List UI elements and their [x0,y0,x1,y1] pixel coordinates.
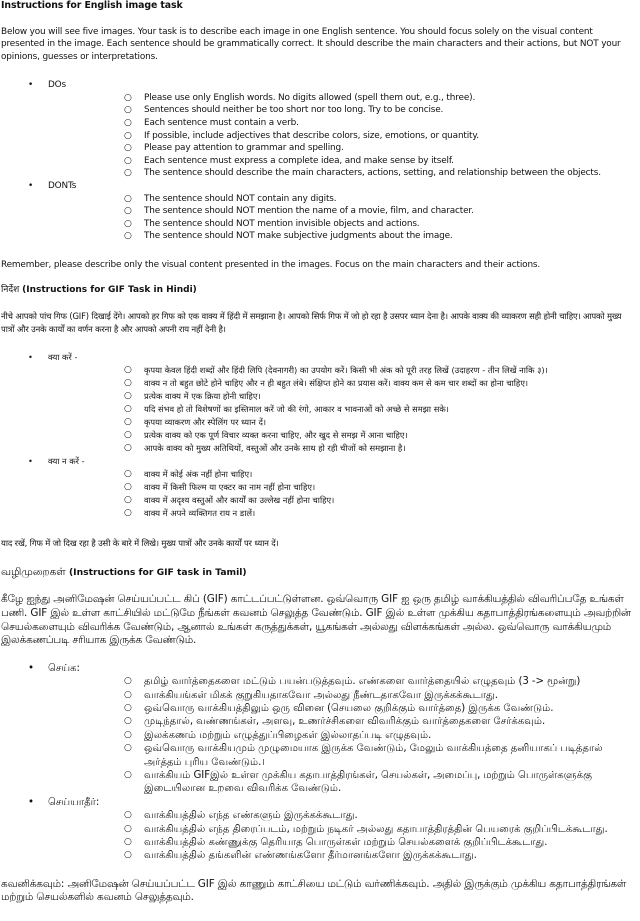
hindi-dos-item [1,351,636,455]
list-item-text: Sentences should neither be too short nor too long. Try to be concise. [144,105,444,116]
list-item [48,104,636,117]
hollow-bullet-icon: ○ [124,769,132,780]
list-item-text: वाक्य न तो बहुत छोटे होने चाहिए और न ही बहुत लंबे। संक्षिप्त होने का प्रयास करें। वाक्य कम से कम चार शब्दों का होना चाहिए। [144,378,529,389]
list-item [48,702,636,715]
hindi-donts-item [1,455,636,520]
bullet-icon: • [28,80,34,91]
list-item [48,416,636,429]
tamil-donts-label: செய்யாதீர்: [48,796,100,808]
hollow-bullet-icon: ○ [124,729,132,740]
tamil-dos-list [48,675,636,796]
list-item-text: ஒவ்வொரு வாக்கியத்திலும் ஒரு வினை (செயலை குறிக்கும் வார்த்தை) இருக்க வேண்டும். [144,702,554,714]
hollow-bullet-icon: ○ [124,155,132,166]
list-item [48,689,636,702]
hollow-bullet-icon: ○ [124,206,132,217]
list-item-text: Each sentence must contain a verb. [144,118,299,128]
list-item-text: If possible, include adjectives that describe colors, size, emotions, or quantity. [144,130,479,141]
hollow-bullet-icon: ○ [124,743,132,754]
hollow-bullet-icon: ○ [124,443,132,454]
list-item-text: Please pay attention to grammar and spelling. [144,143,344,154]
tamil-intro: கீழே ஐந்து அனிமேஷன் செய்யப்பட்ட கிப் (GIF) காட்டப்பட்டுள்ளன. ஒவ்வொரு GIF ஐ ஒரு தமிழ் வாக்கியத்தில் விவரிப்பதே உங்கள் பணி. GIF இல் உள்ள காட்சியில் மட்டுமே நீங்கள் கவனம் செலுத்த வேண்டும். GIF இல் உள்ள முக்கிய கதாபாத்திரங்களையும் அவற்றின் செயல்களையும் விவரிக்க வேண்டும், ஆனால் உங்கள் கருத்துக்கள், யூகங்கள் அல்லது விளக்கங்கள் அல்ல. ஒவ்வொரு வாக்கியமும் இலக்கணப்படி சரியாக இருக்க வேண்டும். [1,593,631,647]
hindi-donts-list [48,468,636,520]
list-item-text: आपके वाक्य को मुख्य अतिथियों, वस्तुओं और उनके साथ हो रही चीजों को समझाना है। [144,443,406,454]
list-item-text: वाक्य में अदृश्य वस्तुओं और कार्यों का उल्लेख नहीं होना चाहिए। [144,495,335,506]
hollow-bullet-icon: ○ [124,365,132,376]
list-item [48,507,636,520]
hollow-bullet-icon: ○ [124,417,132,428]
bullet-icon: • [28,180,34,191]
hollow-bullet-icon: ○ [124,378,132,389]
english-donts-item [1,180,636,243]
list-item [48,167,636,180]
english-rules-list [1,79,636,243]
list-item-text: இலக்கணம் மற்றும் எழுத்துப்பிழைகள் இல்லாதப்படி எழுதவும். [144,729,432,741]
tamil-dos-label: செய்க: [48,662,80,674]
hollow-bullet-icon: ○ [124,193,132,204]
list-item-text: प्रत्येक वाक्य में एक क्रिया होनी चाहिए। [144,391,261,402]
list-item [48,230,636,243]
hindi-section [1,284,636,550]
hindi-dos-list [48,364,636,455]
hollow-bullet-icon: ○ [124,823,132,834]
list-item-text: The sentence should NOT mention the name of a movie, film, and character. [144,206,474,217]
english-remember: Remember, please describe only the visual content presented in the images. Focus on the main characters and their actions. [1,259,541,270]
list-item-text: முடிந்தால், வண்ணங்கள், அளவு, உணர்ச்சிகளை விவரிக்கும் வார்த்தைகளை சேர்க்கவும். [144,716,546,728]
list-item-text: The sentence should NOT make subjective judgments about the image. [144,231,453,242]
hollow-bullet-icon: ○ [124,716,132,727]
hollow-bullet-icon: ○ [124,495,132,506]
tamil-dos-item [1,662,636,796]
list-item [48,377,636,390]
hollow-bullet-icon: ○ [124,850,132,861]
english-intro: Below you will see five images. Your task is to describe each image in one English sentence. You should focus solely on the visual content presented in the image. Each sentence should be grammatically correct. It should describe the main characters and their actions, but NOT your opinions, guesses or interpretations. [1,27,621,62]
list-item [48,715,636,728]
hollow-bullet-icon: ○ [124,430,132,441]
list-item-text: வாக்கியங்கள் மிகக் குறுகியதாகவோ அல்லது நீண்டதாகவோ இருக்கக்கூடாது. [144,689,498,701]
english-dos-label: DOs [48,80,66,91]
list-item [48,142,636,155]
tamil-donts-list [48,809,636,863]
list-item [48,218,636,231]
list-item [48,92,636,105]
list-item [48,742,636,769]
hollow-bullet-icon: ○ [124,469,132,480]
bullet-icon: • [28,796,34,808]
bullet-icon: • [28,662,34,674]
list-item [48,193,636,206]
hollow-bullet-icon: ○ [124,810,132,821]
list-item-text: वाक्य में कोई अंक नहीं होना चाहिए। [144,469,253,480]
list-item-text: वाक्य में किसी फिल्म या एक्टर का नाम नहीं होना चाहिए। [144,482,316,493]
list-item [48,468,636,481]
list-item-text: வாக்கியத்தில் எந்த எண்களும் இருக்கக்கூடாது. [144,810,358,822]
tamil-remember: கவனிக்கவும்: அனிமேஷன் செய்யப்பட்ட GIF இல் காணும் காட்சியை மட்டும் வர்ணிக்கவும். அதில் இருக்கும் முக்கிய கதாபாத்திரங்கள் மற்றும் செயல்களில் கவனம் செலுத்தவும். [1,877,627,904]
bullet-icon: • [28,352,33,363]
english-donts-label: DONTs [48,180,77,191]
list-item [48,429,636,442]
hollow-bullet-icon: ○ [124,508,132,519]
tamil-heading-english: (Instructions for GIF task in Tamil) [68,567,247,579]
list-item [48,494,636,507]
list-item-text: வாக்கியத்தில் தங்களின் எண்ணங்களோ தீர்மானங்களோ இருக்கக்கூடாது. [144,850,477,862]
tamil-heading-native: வழிமுறைகள் [1,566,66,579]
tamil-donts-item [1,796,636,863]
hollow-bullet-icon: ○ [124,105,132,116]
list-item [48,836,636,849]
list-item [48,823,636,836]
list-item [48,809,636,822]
hollow-bullet-icon: ○ [124,118,132,128]
hollow-bullet-icon: ○ [124,143,132,154]
list-item-text: The sentence should describe the main characters, actions, setting, and relationship between the objects. [144,168,601,179]
english-donts-list [48,193,636,243]
tamil-section [1,566,636,905]
list-item [48,729,636,742]
hollow-bullet-icon: ○ [124,168,132,179]
list-item-text: वाक्य में अपने व्यक्तिगत राय न डालें। [144,508,256,519]
list-item [48,442,636,455]
tamil-rules-list [1,662,636,863]
list-item [48,769,636,796]
hollow-bullet-icon: ○ [124,231,132,242]
hindi-heading-native: निर्देश [1,285,20,296]
hindi-donts-label: क्या न करें - [48,456,85,467]
list-item [48,117,636,130]
hollow-bullet-icon: ○ [124,482,132,493]
hollow-bullet-icon: ○ [124,689,132,700]
list-item-text: வாக்கியத்தில் கண்ணுக்கு தெரியாத பொருள்கள் மற்றும் செயல்களைக் குறிப்பிடக்கூடாது. [144,837,548,848]
hollow-bullet-icon: ○ [124,92,132,103]
list-item [48,390,636,403]
hindi-rules-list [1,351,636,520]
hollow-bullet-icon: ○ [124,218,132,229]
tamil-heading [1,566,636,579]
english-dos-item [1,79,636,180]
list-item-text: வாக்கியத்தில் எந்த திரைப்படம், மற்றும் நடிகர் அல்லது கதாபாத்திரத்தின் பெயரைக் குறிப்பிடக்கூடாது. [144,823,608,835]
hindi-remember: याद रखें, गिफ में जो दिख रहा है उसी के बारे में लिखे। मुख्य पात्रों और उनके कार्यों पर ध्यान दें। [1,538,279,549]
list-item-text: தமிழ் வார்த்தைகளை மட்டும் பயன்படுத்தவும். எண்களை வார்த்தையில் எழுதவும் (3 -> மூன்று) [144,676,581,688]
hollow-bullet-icon: ○ [124,391,132,402]
list-item-text: कृपया केवल हिंदी शब्दों और हिंदी लिपि (देवनागरी) का उपयोग करें। किसी भी अंक को पूरी तरह लिखें (उदाहरण - तीन लिखें नाकि ३)। [144,365,548,376]
hindi-dos-label: क्या करें - [48,352,78,363]
list-item-text: வாக்கியம் GIFஇல் உள்ள முக்கிய கதாபாத்திரங்கள், செயல்கள், அமைப்பு, மற்றும் பொருள்களுக்கு இடையிலான உறவை விவரிக்க வேண்டும். [144,769,592,795]
hollow-bullet-icon: ○ [124,130,132,141]
list-item [48,205,636,218]
list-item [48,849,636,862]
list-item-text: Each sentence must express a complete idea, and make sense by itself. [144,155,454,166]
list-item-text: The sentence should NOT mention invisible objects and actions. [144,218,420,229]
hindi-heading [1,284,636,296]
list-item [48,481,636,494]
hollow-bullet-icon: ○ [124,702,132,713]
list-item-text: कृपया व्याकरण और स्पेलिंग पर ध्यान दें। [144,417,267,428]
english-section [1,0,636,271]
list-item-text: ஒவ்வொரு வாக்கியமும் முழுமையாக இருக்க வேண்டும், மேலும் வாக்கியத்தை தனியாகப் படித்தால் அர்த்தம் புரிய வேண்டும்.। [144,743,603,768]
english-dos-list [48,92,636,180]
hollow-bullet-icon: ○ [124,404,132,415]
list-item [48,364,636,377]
hollow-bullet-icon: ○ [124,837,132,847]
bullet-icon: • [28,456,33,467]
list-item [48,155,636,168]
list-item [48,675,636,688]
list-item-text: यदि संभव हो तो विशेषणों का इस्तिमाल करें जो की रंगो, आकार व भावनाओं को अच्छे से समझा सके। [144,404,449,415]
english-title: Instructions for English image task [1,0,183,11]
hindi-heading-english: (Instructions for GIF Task in Hindi) [22,285,197,296]
list-item [48,403,636,416]
hollow-bullet-icon: ○ [124,676,132,687]
list-item [48,130,636,143]
hindi-intro: नीचे आपको पांच गिफ (GIF) दिखाई देंगे। आपको हर गिफ को एक वाक्य में हिंदी में समझाना है। आपको सिर्फ गिफ में जो हो रहा है उसपर ध्यान देना है। आपके वाक्य की व्याकरण सही होनी चाहिए। आपको मुख्य पात्रों और उनके कार्यों का वर्णन करना है और आपको अपनी राय नहीं देनी है। [1,311,622,335]
list-item-text: प्रत्येक वाक्य को एक पूर्ण विचार व्यक्त करना चाहिए, और खुद से समझ में आना चाहिए। [144,430,408,441]
list-item-text: Please use only English words. No digits allowed (spell them out, e.g., three). [144,92,476,103]
list-item-text: The sentence should NOT contain any digits. [144,193,337,204]
